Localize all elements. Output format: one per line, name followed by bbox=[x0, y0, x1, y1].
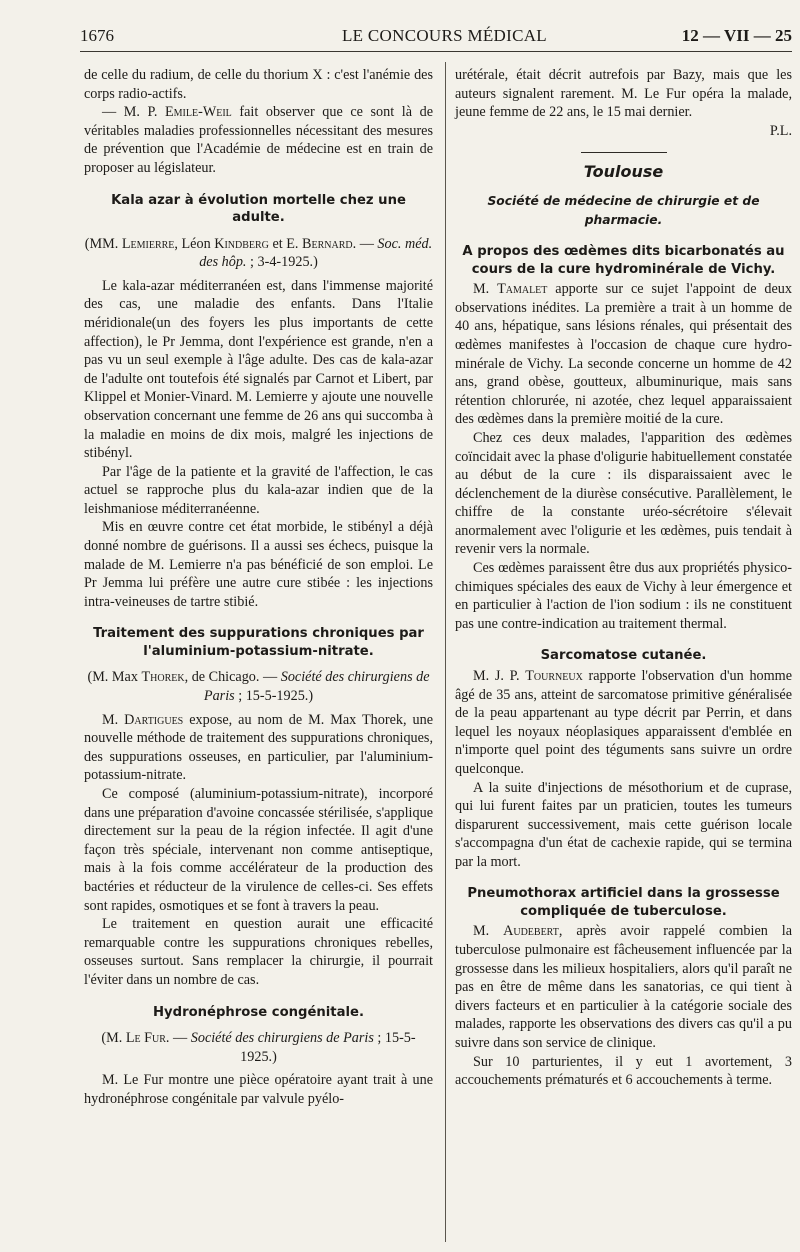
running-header bbox=[80, 26, 792, 50]
section-heading-sarcomatose: Sarcomatose cutanée. bbox=[540, 648, 707, 664]
paragraph: M. Audebert, après avoir rappelé combien la tuberculose pulmonaire est fâcheusement influencée par la grossesse dans les milieux hospitaliers, alors qu'il paraît ne pas en être de même dans les sanatorias, ce qui tient à divers facteurs et en particulier à la catégorie sociale des malades, rapporte les observations des divers cas qu'il a pu suivre dans son service de clinique. bbox=[455, 923, 793, 1052]
paragraph: Le traitement en question aurait une efficacité remarquable contre les suppurations chroniques rebelles, osseuses surtout. Sans remplacer la chirurgie, il pourrait l'éviter dans un nombre de cas. bbox=[84, 916, 433, 988]
society-heading: Société de médecine de chirurgie et de pharmacie. bbox=[487, 193, 760, 227]
paragraph: Le kala-azar méditerranéen est, dans l'immense majorité des cas, une maladie des enfants. Dans l'Italie méridionale(un des foyers les plus importants de cette affection), le Pr Jemma, dont l'expérience est grande, n'en a pas vu un seul exemple à l'âge adulte. Des cas de kala-azar de l'adulte ont toutefois été signalés par Carnot et Libert, par Klippel et Monier-Vinard. M. Lemierre y ajoute une nouvelle observation concernant une femme de 26 ans qui succomba à la maladie en moins de dix mois, malgré les injections de stibényl. bbox=[84, 277, 433, 462]
column-divider bbox=[445, 62, 446, 1242]
section-separator bbox=[581, 152, 667, 153]
paragraph: M. Le Fur montre une pièce opératoire ayant trait à une hydronéphrose congénitale par valvule pyélo- bbox=[84, 1072, 433, 1107]
paragraph: Ce composé (aluminium-potassium-nitrate), incorporé dans une préparation d'avoine concassée stérilisée, s'applique directement sur la peau de la région infectée. Il agit d'une façon très spéciale, intervenant non comme antiseptique, mais à la fois comme accélérateur de la production des bactéries et réducteur de la virulence de celles-ci. Ses effets sont rapides, osmotiques et se font à travers la peau. bbox=[84, 786, 433, 914]
paragraph: M. Dartigues expose, au nom de M. Max Thorek, une nouvelle méthode de traitement des suppurations chroniques, des suppurations osseuses, en particulier, par l'aluminium-potassium-nitrate. bbox=[84, 711, 433, 784]
issue-date: 12 — VII — 25 bbox=[681, 26, 792, 45]
paragraph: Mis en œuvre contre cet état morbide, le stibényl a déjà donné nombre de guérisons. Il a aussi ses échecs, puisque la malade de M. Lemierre n'a pas bénéficié de son emploi. Le Pr Jemma lui préfère une autre cure stibée : les injections intra-veineuses de tartre stibié. bbox=[84, 519, 433, 610]
reference-line: (M. Le Fur. — Société des chirurgiens de Paris ; 15-5-1925.) bbox=[101, 1030, 416, 1065]
paragraph: A la suite d'injections de mésothorium et de cuprase, qui lui furent faites par un praticien, toutes les tumeurs disparurent successivement, mais cette guérison locale s'accompagna d'un état de cachexie rapide, qui se termina par la mort. bbox=[455, 779, 792, 870]
signature: P.L. bbox=[769, 122, 792, 139]
paragraph: Chez ces deux malades, l'apparition des œdèmes coïncidait avec la phase d'oligurie habituellement constatée au début de la cure : ils disparaissaient avec le déclenchement de la diurèse consécutive. Parallèlement, le chiffre de la constante uréo-sécrétoire s'élevait anormalement avec l'oligurie et les œdèmes, puis tendait à revenir vers la normale. bbox=[455, 429, 792, 558]
section-heading-oedemes: A propos des œdèmes dits bicarbonatés au cours de la cure hydrominérale de Vichy. bbox=[462, 244, 785, 277]
city-heading: Toulouse bbox=[583, 162, 664, 182]
section-heading-suppurations: Traitement des suppurations chroniques par l'aluminium-potassium-nitrate. bbox=[93, 626, 424, 659]
paragraph: urétérale, était décrit autrefois par Bazy, mais que les auteurs signalent rarement. M. Le Fur opéra la malade, jeune femme de 22 ans, le 15 mai dernier. bbox=[455, 67, 792, 121]
journal-title: LE CONCOURS MÉDICAL bbox=[342, 26, 547, 45]
paragraph: Par l'âge de la patiente et la gravité de l'affection, le cas actuel se rapproche plus du kala-azar indien que de la leishmaniose méditerranéenne. bbox=[84, 463, 433, 517]
paragraph: — M. P. Emile-Weil fait observer que ce sont là de véritables maladies professionnelles nécessitant des mesures de prévention que l'Académie de médecine est en train de proposer au législateur. bbox=[84, 104, 433, 176]
paragraph: M. Tamalet apporte sur ce sujet l'appoint de deux observations inédites. La première a trait à un homme de 40 ans, hépatique, sans lésions rénales, qui présentait des œdèmes manifestes à l'occasion de chaque cure hydro-minérale de Vichy. La seconde concerne un homme de 42 ans, grand obèse, goutteux, albuminurique, mais sans rétention chlorurée, ni azotée, chez lequel apparaissaient des œdèmes dans la première moitié de la cure. bbox=[455, 281, 792, 428]
section-heading-hydronephrose: Hydronéphrose congénitale. bbox=[153, 1004, 364, 1020]
section-heading-kala-azar: Kala azar à évolution mortelle chez une adulte. bbox=[111, 192, 406, 226]
reference-line: (M. Max Thorek, de Chicago. — Société des chirurgiens de Paris ; 15-5-1925.) bbox=[87, 669, 430, 705]
paragraph: Ces œdèmes paraissent être dus aux propriétés physico-chimiques spéciales des eaux de Vichy à leur émergence et en particulier à l'action de l'ion sodium : ils ne constituent pas une contre-indication au traitement thermal. bbox=[455, 560, 792, 632]
right-column bbox=[455, 66, 792, 1090]
paragraph: Sur 10 parturientes, il y eut 1 avortement, 3 accouchements prématurés et 6 accouchements à terme. bbox=[455, 1053, 792, 1089]
section-heading-pneumothorax: Pneumothorax artificiel dans la grossesse compliquée de tuberculose. bbox=[467, 886, 780, 919]
author-name: Emile-Weil bbox=[164, 104, 232, 121]
paragraph: M. J. P. Tourneux rapporte l'observation d'un homme âgé de 35 ans, atteint de sarcomatose primitive généralisée de la peau appartenant au type décrit par Perrin, et dans lequel les noyaux néoplasiques apparaissent d'emblée en n'importe quel point des téguments sans suivre un ordre quelconque. bbox=[455, 667, 792, 777]
reference-line: (MM. Lemierre, Léon Kindberg et E. Bernard. — Soc. méd. des hôp. ; 3-4-1925.) bbox=[84, 235, 433, 271]
left-column bbox=[84, 66, 433, 1108]
paragraph: de celle du radium, de celle du thorium X : c'est l'anémie des corps radio-actifs. bbox=[84, 67, 433, 102]
page-number: 1676 bbox=[80, 26, 114, 45]
header-rule bbox=[80, 51, 792, 52]
